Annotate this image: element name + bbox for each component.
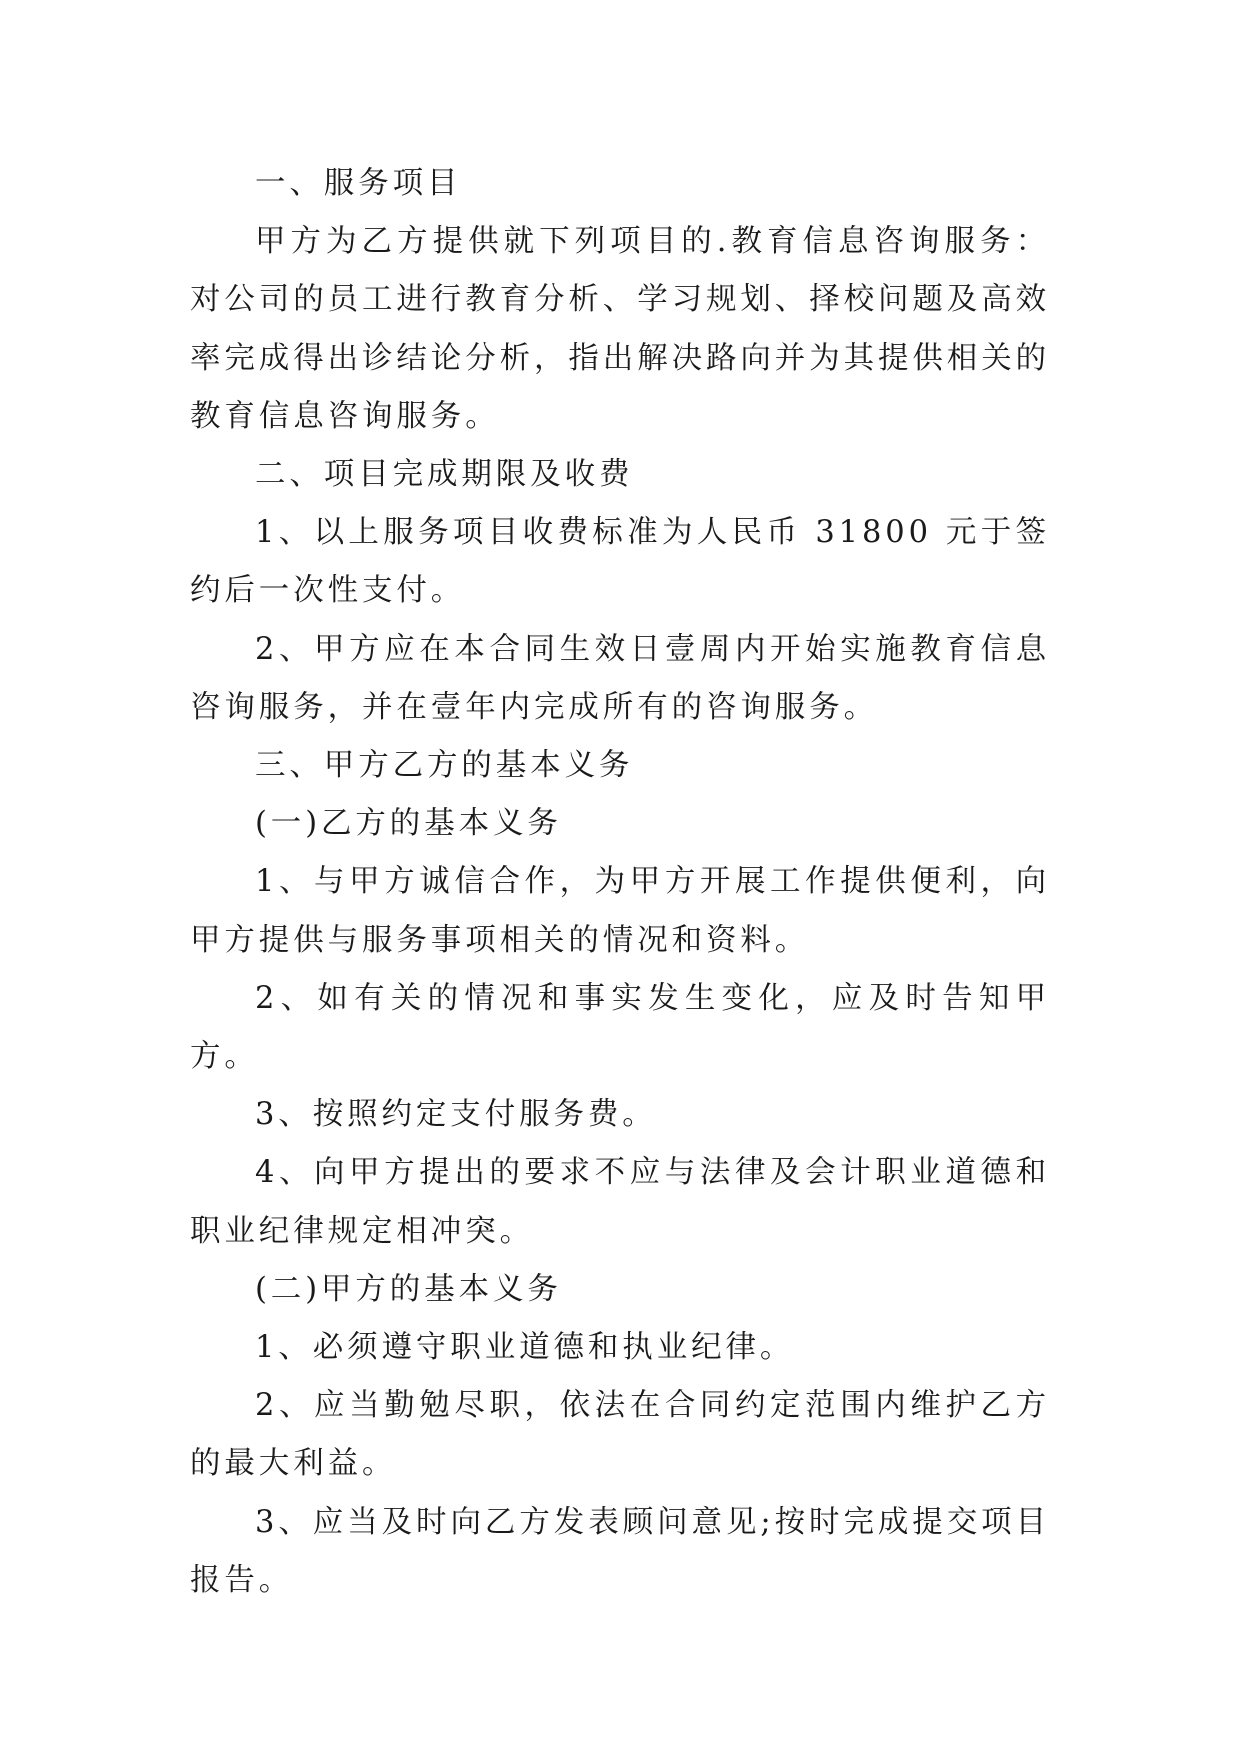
section-heading-obligations: 三、甲方乙方的基本义务	[255, 748, 634, 784]
paragraph-party-a-item-3: 3、应当及时向乙方发表顾问意见;按时完成提交项目报告。	[190, 1504, 1050, 1598]
paragraph-party-b-item-4: 4、向甲方提出的要求不应与法律及会计职业道德和职业纪律规定相冲突。	[190, 1155, 1050, 1249]
paragraph-party-b-item-3: 3、按照约定支付服务费。	[255, 1097, 657, 1133]
section-heading-term-and-fees: 二、项目完成期限及收费	[255, 457, 634, 493]
document-body	[190, 155, 1050, 1610]
paragraph-party-a-item-1: 1、必须遵守职业道德和执业纪律。	[255, 1330, 795, 1366]
paragraph-fee-standard: 1、以上服务项目收费标准为人民币 31800 元于签约后一次性支付。	[190, 515, 1050, 609]
section-heading-services: 一、服务项目	[255, 166, 462, 201]
paragraph-service-description: 甲方为乙方提供就下列项目的.教育信息咨询服务：对公司的员工进行教育分析、学习规划、择校问题及高效率完成得出诊结论分析，指出解决路向并为其提供相关的教育信息咨询服务。	[190, 224, 1050, 434]
paragraph-party-b-item-2: 2、如有关的情况和事实发生变化，应及时告知甲方。	[190, 980, 1050, 1075]
paragraph-party-b-item-1: 1、与甲方诚信合作，为甲方开展工作提供便利，向甲方提供与服务事项相关的情况和资料。	[190, 864, 1050, 958]
subsection-heading-party-a: (二)甲方的基本义务	[255, 1271, 562, 1307]
paragraph-service-period: 2、甲方应在本合同生效日壹周内开始实施教育信息咨询服务，并在壹年内完成所有的咨询服务。	[190, 631, 1050, 725]
subsection-heading-party-b: (一)乙方的基本义务	[255, 806, 562, 842]
paragraph-party-a-item-2: 2、应当勤勉尽职，依法在合同约定范围内维护乙方的最大利益。	[190, 1388, 1050, 1482]
